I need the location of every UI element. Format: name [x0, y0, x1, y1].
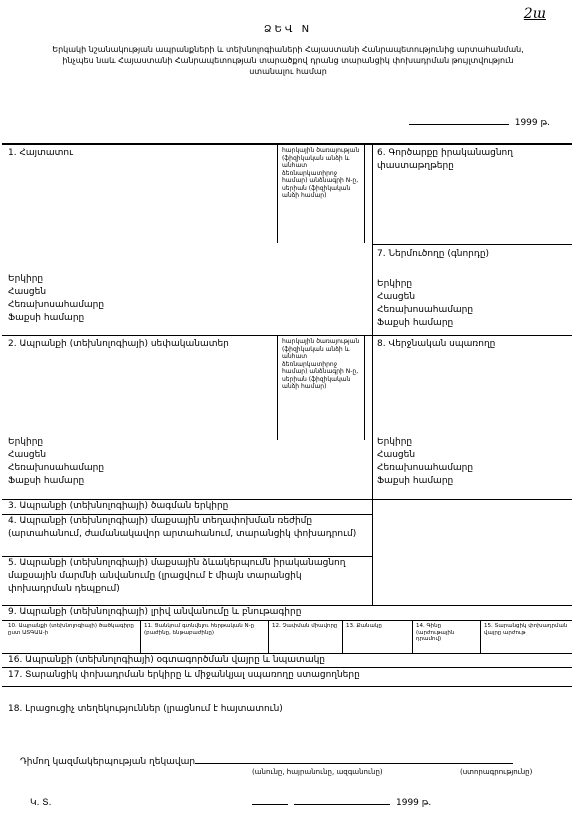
day-blank[interactable]: [252, 804, 288, 805]
field-1-country: Երկիրը: [8, 274, 44, 284]
month-blank[interactable]: [294, 804, 390, 805]
name-blank[interactable]: [195, 763, 403, 764]
field-5-label: 5. Ապրանքի (տեխնոլոգիայի) մաքսային ձևակերպումն իրականացնող մաքսային մարմնի անվանումը (լրացվում է միայն տարանցիկ փոխադրման դեպքում): [8, 558, 346, 594]
field-7-phone: Հեռախոսահամարը: [377, 305, 474, 315]
field-2-label: 2. Ապրանքի (տեխնոլոգիայի) սեփականատեր: [8, 339, 229, 349]
field-16-label: 16. Ապրանքի (տեխնոլոգիայի) օգտագործման վայրը և նպատակը: [8, 655, 325, 665]
col-14-label: 14. Գինը (արժութային դրամով): [416, 623, 455, 642]
head-label: Դիմող կազմակերպության ղեկավար: [20, 757, 196, 767]
head-signature-line: [20, 757, 513, 767]
col-12-label: 12. Չափման միավորը: [272, 623, 338, 629]
field-7-country: Երկիրը: [377, 279, 413, 289]
field-4-label: 4. Ապրանքի (տեխնոլոգիայի) մաքսային տեղափոխման ռեժիմը (արտահանում, ժամանակավոր արտահանում, տարանցիկ փոխադրում): [8, 516, 357, 539]
header-date: [409, 118, 550, 128]
signature-blank[interactable]: [403, 763, 513, 764]
field-2-country: Երկիրը: [8, 437, 44, 447]
footer-date: [252, 798, 431, 808]
field-8-details: [377, 436, 473, 488]
form-subtitle: Երկակի նշանակության ապրանքների և տեխնոլոգիաների Հայաստանի Հանրապետությունից արտահանման, ինչպես նաև Հայաստանի Հանրապետության տարածքով դրանց տարանցիկ փոխադրման թույլտվություն ստանալու համար: [52, 45, 524, 76]
field-8-label: 8. Վերջնական սպառողը: [377, 339, 496, 349]
caption-signature: (ստորագրությունը): [460, 768, 533, 776]
field-2-address: Հասցեն: [8, 450, 47, 460]
page-number: 2ա: [523, 6, 546, 22]
footer-date-year: 1999 թ.: [396, 798, 432, 808]
form-title: ՁԵՎ N: [263, 24, 313, 35]
field-8-country: Երկիրը: [377, 437, 413, 447]
caption-name: (անունը, հայրանունը, ազգանունը): [252, 768, 383, 776]
field-7-details: [377, 278, 473, 330]
field-1-phone: Հեռախոսահամարը: [8, 300, 105, 310]
header-date-year: 1999 թ.: [514, 118, 550, 128]
field-1-fax: Ֆաքսի համարը: [8, 313, 85, 323]
field-1-note: հարկային ծառայության (ֆիզիկական անձի և անհատ ձեռնարկատիրոջ համար) անձնագրի N-ը, սերիան (ֆիզիկական անձի համար): [282, 147, 360, 199]
field-17-label: 17. Տարանցիկ փոխադրման երկիրը և միջանկյալ սպառողը ստացողները: [8, 670, 360, 680]
col-13-label: 13. Քանակը: [346, 623, 382, 629]
field-9-label: 9. Ապրանքի (տեխնոլոգիայի) լրիվ անվանումը և բնութագիրը: [8, 607, 302, 617]
field-7-fax: Ֆաքսի համարը: [377, 318, 454, 328]
field-1-details: [8, 273, 104, 325]
seal-label: Կ. Տ.: [30, 798, 52, 808]
field-2-details: [8, 436, 104, 488]
field-7-address: Հասցեն: [377, 292, 416, 302]
field-2-phone: Հեռախոսահամարը: [8, 463, 105, 473]
field-1-label: 1. Հայտատու: [8, 148, 74, 158]
form-grid: [2, 143, 572, 714]
field-8-phone: Հեռախոսահամարը: [377, 463, 474, 473]
col-15-label: 15. Տարանցիկ փոխադրման վայրը արժութ: [484, 623, 568, 636]
field-6-label: 6. Գործարքը իրականացնող փաստաթղթերը: [377, 148, 513, 171]
col-10-label: 10. Ապրանքի (տեխնոլոգիայի) ծածկագիրը ըստ ԱՏԳԱԱ-ի: [8, 623, 134, 636]
field-18-label: 18. Լրացուցիչ տեղեկություններ (լրացնում է հայտատուն): [8, 704, 283, 714]
date-blank[interactable]: [409, 124, 509, 125]
field-2-fax: Ֆաքսի համարը: [8, 476, 85, 486]
col-11-label: 11. Ցանկում գտնվելու հերթական N-ը (բաժինը, ենթաբաժինը): [144, 623, 255, 636]
field-3-label: 3. Ապրանքի (տեխնոլոգիայի) ծագման երկիրը: [8, 501, 229, 511]
field-1-address: Հասցեն: [8, 287, 47, 297]
field-2-note: հարկային ծառայության (ֆիզիկական անձի և անհատ ձեռնարկատիրոջ համար) անձնագրի N-ը, սերիան (ֆիզիկական անձի համար): [282, 338, 360, 390]
field-7-label: 7. Ներմուծողը (գնորդը): [377, 249, 490, 259]
field-8-address: Հասցեն: [377, 450, 416, 460]
field-8-fax: Ֆաքսի համարը: [377, 476, 454, 486]
